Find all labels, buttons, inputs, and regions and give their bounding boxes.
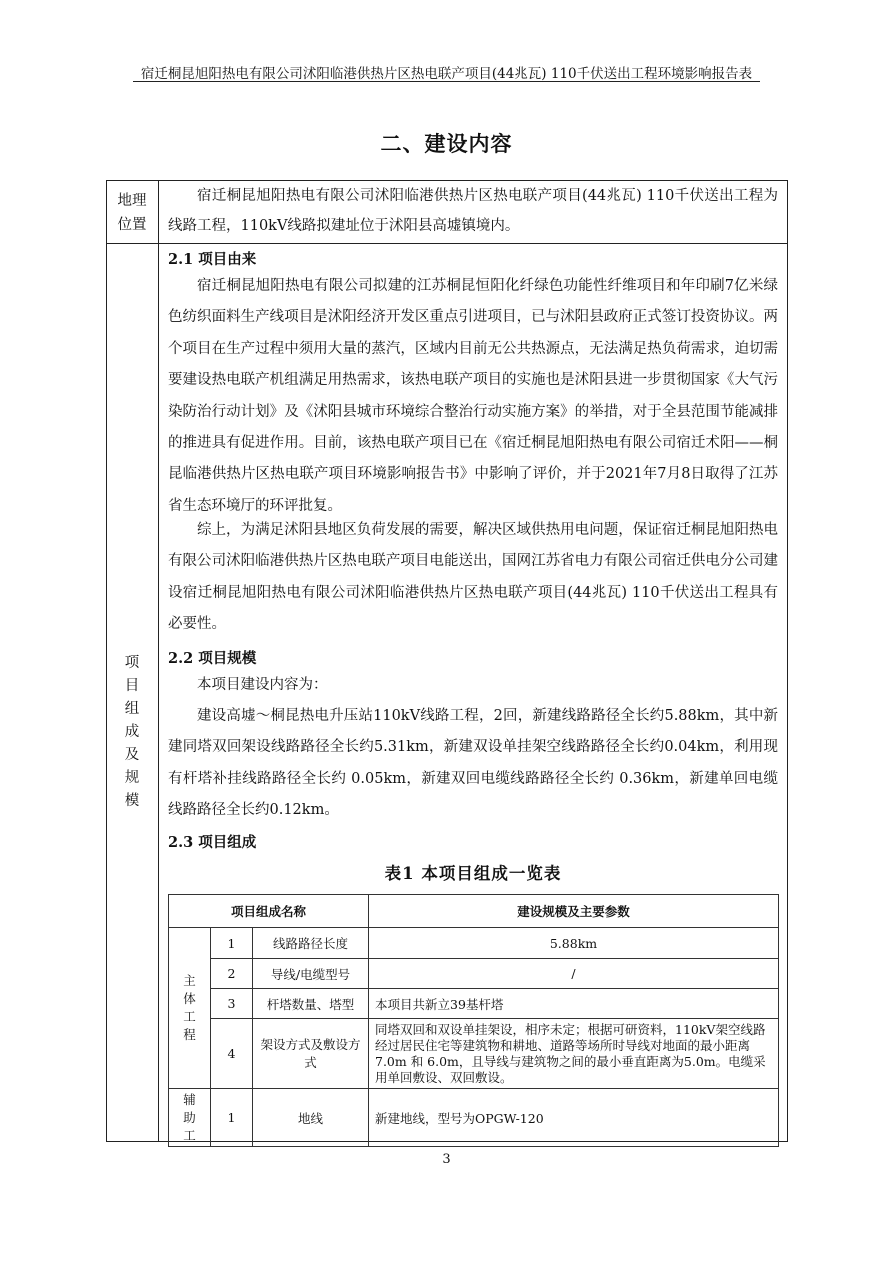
row-param: 同塔双回和双设单挂架设，相序未定；根据可研资料，110kV架空线路经过居民住宅等建筑物和耕地、道路等场所时导线对地面的最小距离 7.0m 和 6.0m，且导线与建筑物之间的最小垂直距离为5.0m。电缆采用单回敷设、双回敷设。 bbox=[369, 1019, 779, 1089]
table-row bbox=[169, 1019, 779, 1089]
column-header-name: 项目组成名称 bbox=[169, 895, 369, 928]
group-main-works bbox=[169, 928, 211, 1089]
header-rule bbox=[133, 81, 760, 82]
row-param: / bbox=[369, 959, 779, 989]
table-row bbox=[169, 928, 779, 959]
group-auxiliary-works-label: 辅助工 bbox=[183, 1091, 196, 1143]
table-header-row bbox=[169, 895, 779, 928]
document-header: 宿迁桐昆旭阳热电有限公司沭阳临港供热片区热电联产项目(44兆瓦) 110千伏送出工程环境影响报告表 bbox=[140, 66, 753, 82]
section-2-1-heading: 2.1 项目由来 bbox=[168, 251, 257, 268]
column-header-params: 建设规模及主要参数 bbox=[369, 895, 779, 928]
row-item: 架设方式及敷设方式 bbox=[253, 1019, 369, 1089]
section-2-3-heading: 2.3 项目组成 bbox=[168, 834, 257, 851]
row-number: 1 bbox=[211, 1089, 253, 1147]
row-item: 导线/电缆型号 bbox=[253, 959, 369, 989]
row-number: 4 bbox=[211, 1019, 253, 1089]
group-main-works-label: 主体工程 bbox=[183, 973, 196, 1042]
section-2-2-heading: 2.2 项目规模 bbox=[168, 650, 257, 667]
section-2-2-paragraph-1: 本项目建设内容为： bbox=[197, 677, 328, 693]
table-row bbox=[169, 989, 779, 1019]
page-number: 3 bbox=[442, 1152, 451, 1167]
row-param: 5.88km bbox=[369, 928, 779, 959]
location-text: 宿迁桐昆旭阳热电有限公司沭阳临港供热片区热电联产项目(44兆瓦) 110千伏送出工程为线路工程，110kV线路拟建址位于沭阳县高墟镇境内。 bbox=[168, 188, 778, 234]
table-row bbox=[169, 1089, 779, 1147]
row-param: 本项目共新立39基杆塔 bbox=[369, 989, 779, 1019]
composition-label: 项目组成及规模 bbox=[124, 655, 140, 809]
label-column-divider bbox=[158, 180, 159, 1142]
row-item: 地线 bbox=[253, 1089, 369, 1147]
row-divider bbox=[106, 243, 788, 244]
row-item: 杆塔数量、塔型 bbox=[253, 989, 369, 1019]
row-param: 新建地线，型号为OPGW-120 bbox=[369, 1089, 779, 1147]
group-auxiliary-works bbox=[169, 1089, 211, 1147]
location-label: 地理位置 bbox=[117, 193, 147, 233]
row-item: 线路路径长度 bbox=[253, 928, 369, 959]
project-composition-table bbox=[168, 894, 779, 1147]
section-2-1-paragraph-1: 宿迁桐昆旭阳热电有限公司拟建的江苏桐昆恒阳化纤绿色功能性纤维项目和年印刷7亿米绿色纺织面料生产线项目是沭阳经济开发区重点引进项目，已与沭阳县政府正式签订投资协议。两个项目在生产过程中须用大量的蒸汽，区域内目前无公共热源点，无法满足热负荷需求，迫切需要建设热电联产机组满足用热需求，该热电联产项目的实施也是沭阳县进一步贯彻国家《大气污染防治行动计划》及《沭阳县城市环境综合整治行动实施方案》的举措，对于全县范围节能减排的推进具有促进作用。目前，该热电联产项目已在《宿迁桐昆旭阳热电有限公司宿迁术阳——桐昆临港供热片区热电联产项目环境影响报告书》中影响了评价，并于2021年7月8日取得了江苏省生态环境厅的环评批复。 bbox=[168, 278, 778, 514]
row-number: 1 bbox=[211, 928, 253, 959]
row-number: 3 bbox=[211, 989, 253, 1019]
section-2-2-paragraph-2: 建设高墟～桐昆热电升压站110kV线路工程，2回，新建线路路径全长约5.88km，其中新建同塔双回架设线路路径全长约5.31km，新建双设单挂架空线路路径全长约0.04km，利用现有杆塔补挂线路路径全长约 0.05km，新建双回电缆线路路径全长约 0.36km，新建单回电缆线路路径全长约0.12km。 bbox=[168, 708, 778, 819]
table-row bbox=[169, 959, 779, 989]
section-title: 二、建设内容 bbox=[380, 131, 513, 156]
section-2-1-paragraph-2: 综上，为满足沭阳县地区负荷发展的需要，解决区域供热用电问题，保证宿迁桐昆旭阳热电有限公司沭阳临港供热片区热电联产项目电能送出，国网江苏省电力有限公司宿迁供电分公司建设宿迁桐昆旭阳热电有限公司沭阳临港供热片区热电联产项目(44兆瓦) 110千伏送出工程具有必要性。 bbox=[168, 522, 778, 633]
table-1-title: 表1 本项目组成一览表 bbox=[384, 864, 562, 883]
row-number: 2 bbox=[211, 959, 253, 989]
